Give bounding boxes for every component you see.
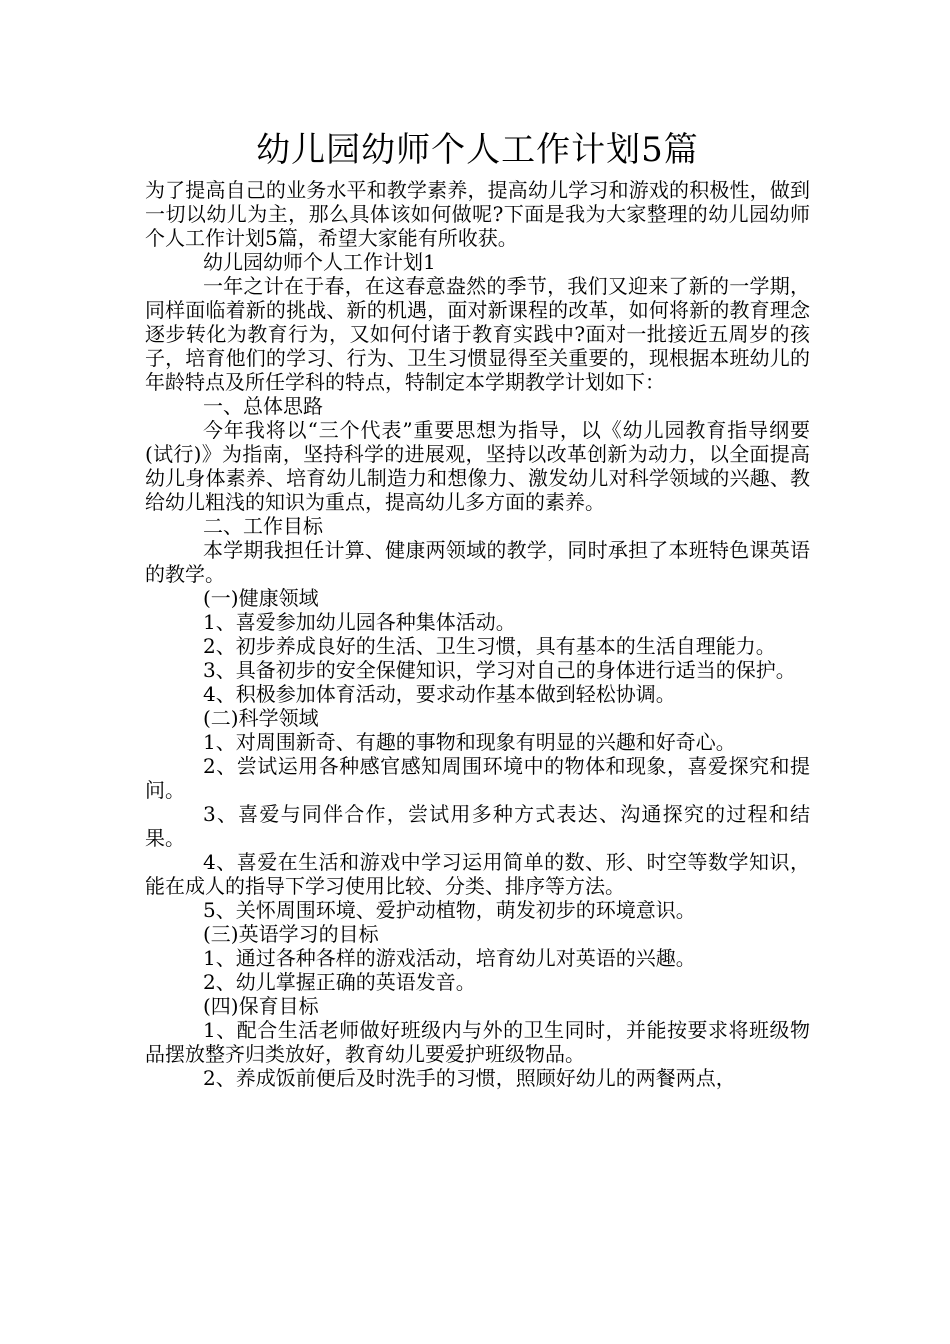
paragraph: 3、具备初步的安全保健知识，学习对自己的身体进行适当的保护。: [203, 658, 796, 682]
paragraph: 1、配合生活老师做好班级内与外的卫生同时，并能按要求将班级物品摆放整齐归类放好，教育幼儿要爱护班级物品。: [145, 1018, 810, 1066]
document-body: [145, 178, 810, 1090]
paragraph: 2、初步养成良好的生活、卫生习惯，具有基本的生活自理能力。: [203, 634, 776, 658]
paragraph: 2、养成饭前便后及时洗手的习惯，照顾好幼儿的两餐两点，: [203, 1066, 736, 1090]
paragraph: 3、喜爱与同伴合作，尝试用多种方式表达、沟通探究的过程和结果。: [145, 802, 810, 850]
paragraph: 一年之计在于春，在这春意盎然的季节，我们又迎来了新的一学期，同样面临着新的挑战、新的机遇，面对新课程的改革，如何将新的教育理念逐步转化为教育行为，又如何付诸于教育实践中?面对一批接近五周岁的孩子，培育他们的学习、行为、卫生习惯显得至关重要的，现根据本班幼儿的年龄特点及所任学科的特点，特制定本学期教学计划如下：: [145, 274, 810, 394]
document-title: 幼儿园幼师个人工作计划5篇: [256, 130, 699, 170]
paragraph: 二、工作目标: [203, 514, 323, 538]
paragraph: 1、对周围新奇、有趣的事物和现象有明显的兴趣和好奇心。: [203, 730, 736, 754]
paragraph: 幼儿园幼师个人工作计划1: [203, 250, 436, 274]
paragraph: (一)健康领域: [203, 586, 319, 610]
paragraph: (四)保育目标: [203, 994, 319, 1018]
paragraph: 4、积极参加体育活动，要求动作基本做到轻松协调。: [203, 682, 676, 706]
paragraph: 本学期我担任计算、健康两领域的教学，同时承担了本班特色课英语的教学。: [145, 538, 810, 586]
paragraph: (二)科学领域: [203, 706, 319, 730]
paragraph: 今年我将以“三个代表”重要思想为指导，以《幼儿园教育指导纲要(试行)》为指南，坚持科学的进展观，坚持以改革创新为动力，以全面提高幼儿身体素养、培育幼儿制造力和想像力、激发幼儿对科学领域的兴趣、教给幼儿粗浅的知识为重点，提高幼儿多方面的素养。: [145, 418, 810, 514]
paragraph: (三)英语学习的目标: [203, 922, 379, 946]
paragraph: 1、喜爱参加幼儿园各种集体活动。: [203, 610, 516, 634]
document-page: [145, 130, 810, 1090]
paragraph: 1、通过各种各样的游戏活动，培育幼儿对英语的兴趣。: [203, 946, 696, 970]
paragraph: 4、喜爱在生活和游戏中学习运用简单的数、形、时空等数学知识，能在成人的指导下学习使用比较、分类、排序等方法。: [145, 850, 810, 898]
paragraph: 一、总体思路: [203, 394, 323, 418]
paragraph: 5、关怀周围环境、爱护动植物，萌发初步的环境意识。: [203, 898, 696, 922]
paragraph: 为了提高自己的业务水平和教学素养，提高幼儿学习和游戏的积极性，做到一切以幼儿为主，那么具体该如何做呢?下面是我为大家整理的幼儿园幼师个人工作计划5篇，希望大家能有所收获。: [145, 178, 810, 250]
paragraph: 2、尝试运用各种感官感知周围环境中的物体和现象，喜爱探究和提问。: [145, 754, 810, 802]
paragraph: 2、幼儿掌握正确的英语发音。: [203, 970, 476, 994]
